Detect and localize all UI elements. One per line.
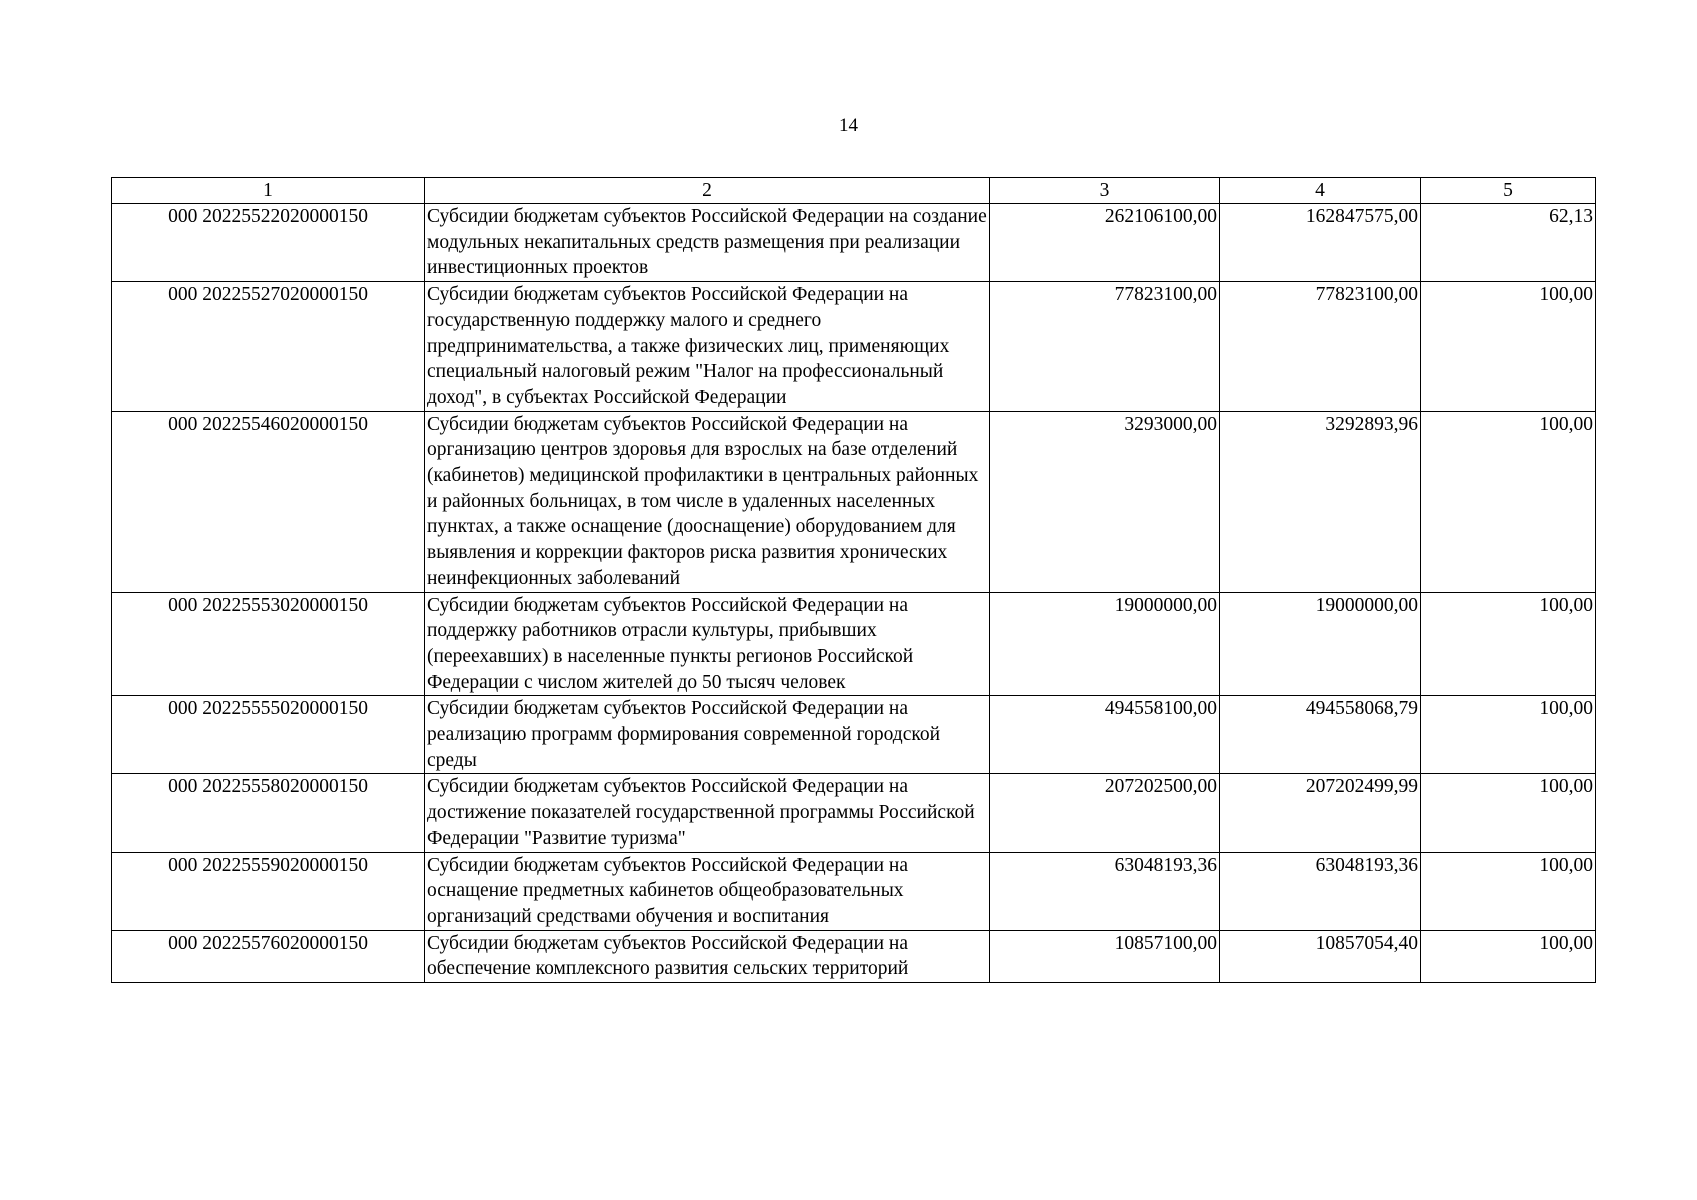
table-row	[112, 204, 1596, 282]
percent-cell: 100,00	[1421, 930, 1596, 982]
budget-code-cell: 000 20225555020000150	[112, 696, 425, 774]
plan-amount-cell: 494558100,00	[990, 696, 1220, 774]
percent-cell: 100,00	[1421, 592, 1596, 696]
percent-cell: 100,00	[1421, 411, 1596, 592]
actual-amount-cell: 207202499,99	[1220, 774, 1421, 852]
actual-amount-cell: 494558068,79	[1220, 696, 1421, 774]
plan-amount-cell: 262106100,00	[990, 204, 1220, 282]
budget-table	[111, 177, 1596, 983]
actual-amount-cell: 77823100,00	[1220, 282, 1421, 412]
percent-cell: 100,00	[1421, 774, 1596, 852]
table-body	[112, 204, 1596, 983]
column-header-2: 2	[425, 178, 990, 204]
table-row	[112, 592, 1596, 696]
actual-amount-cell: 10857054,40	[1220, 930, 1421, 982]
budget-code-cell: 000 20225553020000150	[112, 592, 425, 696]
actual-amount-cell: 3292893,96	[1220, 411, 1421, 592]
description-cell: Субсидии бюджетам субъектов Российской Федерации на реализацию программ формирования современной городской среды	[425, 696, 990, 774]
budget-code-cell: 000 20225576020000150	[112, 930, 425, 982]
actual-amount-cell: 162847575,00	[1220, 204, 1421, 282]
budget-code-cell: 000 20225527020000150	[112, 282, 425, 412]
budget-code-cell: 000 20225558020000150	[112, 774, 425, 852]
percent-cell: 100,00	[1421, 282, 1596, 412]
percent-cell: 100,00	[1421, 852, 1596, 930]
table-row	[112, 852, 1596, 930]
plan-amount-cell: 3293000,00	[990, 411, 1220, 592]
table-row	[112, 696, 1596, 774]
plan-amount-cell: 10857100,00	[990, 930, 1220, 982]
plan-amount-cell: 207202500,00	[990, 774, 1220, 852]
plan-amount-cell: 63048193,36	[990, 852, 1220, 930]
table-row	[112, 930, 1596, 982]
description-cell: Субсидии бюджетам субъектов Российской Федерации на оснащение предметных кабинетов общеобразовательных организаций средствами обучения и воспитания	[425, 852, 990, 930]
budget-code-cell: 000 20225559020000150	[112, 852, 425, 930]
budget-code-cell: 000 20225522020000150	[112, 204, 425, 282]
percent-cell: 62,13	[1421, 204, 1596, 282]
table-row	[112, 774, 1596, 852]
description-cell: Субсидии бюджетам субъектов Российской Федерации на создание модульных некапитальных средств размещения при реализации инвестиционных проектов	[425, 204, 990, 282]
column-header-1: 1	[112, 178, 425, 204]
table-header-row	[112, 178, 1596, 204]
budget-code-cell: 000 20225546020000150	[112, 411, 425, 592]
column-header-3: 3	[990, 178, 1220, 204]
plan-amount-cell: 19000000,00	[990, 592, 1220, 696]
column-header-5: 5	[1421, 178, 1596, 204]
percent-cell: 100,00	[1421, 696, 1596, 774]
column-header-4: 4	[1220, 178, 1421, 204]
page-number: 14	[839, 115, 858, 136]
actual-amount-cell: 19000000,00	[1220, 592, 1421, 696]
plan-amount-cell: 77823100,00	[990, 282, 1220, 412]
description-cell: Субсидии бюджетам субъектов Российской Федерации на государственную поддержку малого и среднего предпринимательства, а также физических лиц, применяющих специальный налоговый режим "Налог на профессиональный доход", в субъектах Российской Федерации	[425, 282, 990, 412]
description-cell: Субсидии бюджетам субъектов Российской Федерации на поддержку работников отрасли культуры, прибывших (переехавших) в населенные пункты регионов Российской Федерации с числом жителей до 50 тысяч человек	[425, 592, 990, 696]
actual-amount-cell: 63048193,36	[1220, 852, 1421, 930]
table-row	[112, 282, 1596, 412]
description-cell: Субсидии бюджетам субъектов Российской Федерации на организацию центров здоровья для взрослых на базе отделений (кабинетов) медицинской профилактики в центральных районных и районных больницах, в том числе в удаленных населенных пунктах, а также оснащение (дооснащение) оборудованием для выявления и коррекции факторов риска развития хронических неинфекционных заболеваний	[425, 411, 990, 592]
table-row	[112, 411, 1596, 592]
description-cell: Субсидии бюджетам субъектов Российской Федерации на обеспечение комплексного развития сельских территорий	[425, 930, 990, 982]
description-cell: Субсидии бюджетам субъектов Российской Федерации на достижение показателей государственной программы Российской Федерации "Развитие туризма"	[425, 774, 990, 852]
